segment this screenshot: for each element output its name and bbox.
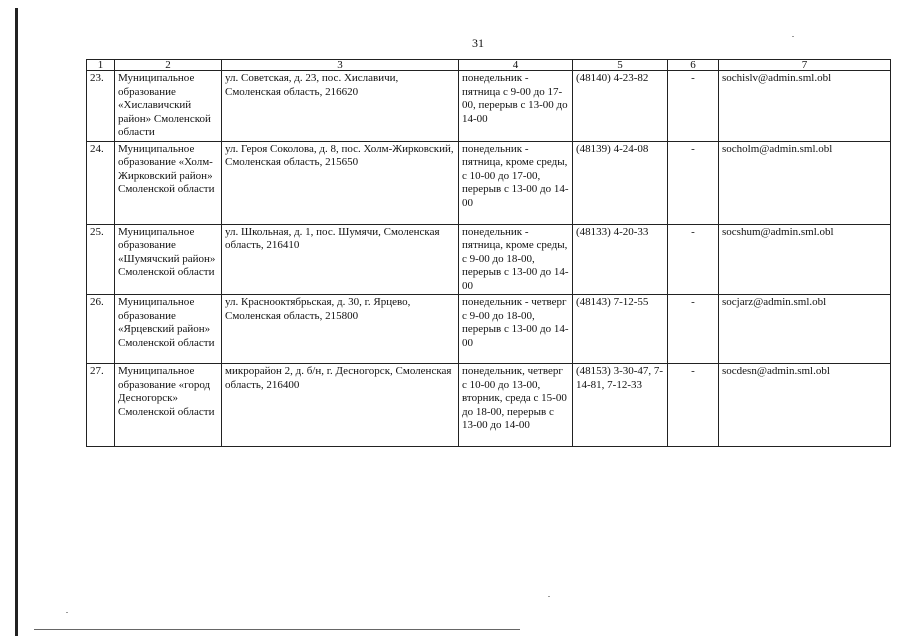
phone-cell: (48153) 3-30-47, 7-14-81, 7-12-33 <box>573 364 668 447</box>
working-hours-cell: понедельник, четверг с 10-00 до 13-00, вторник, среда с 15-00 до 18-00, перерыв с 13-00 до 14-00 <box>459 364 573 447</box>
email-cell: socjarz@admin.sml.obl <box>719 295 891 364</box>
table-row <box>87 141 891 224</box>
table-row <box>87 224 891 295</box>
municipality-name: Муниципальное образование «Холм-Жирковский район» Смоленской области <box>115 141 222 224</box>
empty-column-cell: - <box>668 364 719 447</box>
row-number: 27. <box>87 364 115 447</box>
email-cell: socholm@admin.sml.obl <box>719 141 891 224</box>
row-number: 23. <box>87 71 115 142</box>
working-hours-cell: понедельник - пятница с 9-00 до 17-00, перерыв с 13-00 до 14-00 <box>459 71 573 142</box>
email-cell: socshum@admin.sml.obl <box>719 224 891 295</box>
empty-column-cell: - <box>668 71 719 142</box>
address-cell: ул. Краснооктябрьская, д. 30, г. Ярцево, Смоленская область, 215800 <box>222 295 459 364</box>
address-cell: микрорайон 2, д. б/н, г. Десногорск, Смоленская область, 216400 <box>222 364 459 447</box>
empty-column-cell: - <box>668 141 719 224</box>
column-number-row <box>87 60 891 71</box>
row-number: 26. <box>87 295 115 364</box>
email-cell: socdesn@admin.sml.obl <box>719 364 891 447</box>
table-row <box>87 295 891 364</box>
phone-cell: (48133) 4-20-33 <box>573 224 668 295</box>
address-cell: ул. Советская, д. 23, пос. Хиславичи, Смоленская область, 216620 <box>222 71 459 142</box>
scan-speck <box>548 596 550 597</box>
column-header: 3 <box>222 60 459 71</box>
scan-speck <box>792 36 794 37</box>
page-number: 31 <box>472 36 484 50</box>
column-header: 5 <box>573 60 668 71</box>
working-hours-cell: понедельник - четверг с 9-00 до 18-00, перерыв с 13-00 до 14-00 <box>459 295 573 364</box>
table-row <box>87 71 891 142</box>
row-number: 24. <box>87 141 115 224</box>
working-hours-cell: понедельник - пятница, кроме среды, с 10-00 до 17-00, перерыв с 13-00 до 14-00 <box>459 141 573 224</box>
empty-column-cell: - <box>668 224 719 295</box>
column-header: 6 <box>668 60 719 71</box>
address-cell: ул. Школьная, д. 1, пос. Шумячи, Смоленская область, 216410 <box>222 224 459 295</box>
footer-rule <box>34 629 520 630</box>
column-header: 4 <box>459 60 573 71</box>
column-header: 1 <box>87 60 115 71</box>
table-row <box>87 364 891 447</box>
municipality-name: Муниципальное образование «Шумячский район» Смоленской области <box>115 224 222 295</box>
municipality-name: Муниципальное образование «Ярцевский район» Смоленской области <box>115 295 222 364</box>
phone-cell: (48139) 4-24-08 <box>573 141 668 224</box>
scan-margin-bar <box>15 8 18 636</box>
phone-cell: (48143) 7-12-55 <box>573 295 668 364</box>
phone-cell: (48140) 4-23-82 <box>573 71 668 142</box>
address-cell: ул. Героя Соколова, д. 8, пос. Холм-Жирковский, Смоленская область, 215650 <box>222 141 459 224</box>
institutions-table <box>86 59 891 447</box>
scan-speck <box>66 612 68 613</box>
column-header: 7 <box>719 60 891 71</box>
municipality-name: Муниципальное образование «город Десногорск» Смоленской области <box>115 364 222 447</box>
email-cell: sochislv@admin.sml.obl <box>719 71 891 142</box>
empty-column-cell: - <box>668 295 719 364</box>
column-header: 2 <box>115 60 222 71</box>
municipality-name: Муниципальное образование «Хиславичский район» Смоленской области <box>115 71 222 142</box>
working-hours-cell: понедельник - пятница, кроме среды, с 9-00 до 18-00, перерыв с 13-00 до 14-00 <box>459 224 573 295</box>
row-number: 25. <box>87 224 115 295</box>
